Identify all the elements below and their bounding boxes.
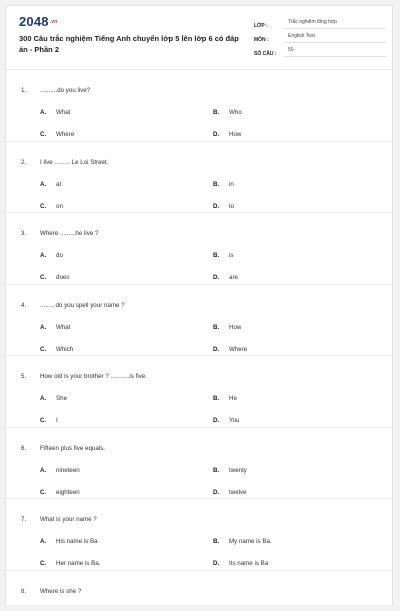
option-c[interactable]: [40, 489, 80, 496]
meta-subject-row: [254, 31, 386, 43]
option-letter: C.: [40, 346, 47, 353]
option-letter: D.: [213, 203, 220, 210]
option-letter: B.: [213, 252, 220, 259]
option-letter: D.: [213, 560, 220, 567]
question-text: Where is she ?: [40, 588, 82, 595]
option-d[interactable]: [213, 346, 247, 353]
option-c[interactable]: [40, 203, 63, 210]
option-letter: B.: [213, 538, 220, 545]
option-a[interactable]: [40, 395, 67, 402]
option-b[interactable]: [213, 538, 272, 545]
option-letter: B.: [213, 395, 220, 402]
option-text: to: [229, 203, 235, 210]
question-text: ........ do you spell your name ?: [40, 302, 125, 309]
meta-count-row: [254, 45, 386, 57]
option-text: He: [229, 395, 237, 402]
question-text: ..........do you live?: [40, 87, 91, 94]
option-letter: D.: [213, 274, 220, 281]
question-stem: [21, 159, 108, 166]
option-text: does: [56, 274, 70, 281]
worksheet-meta: [254, 17, 386, 59]
meta-subject-label: MÔN :: [254, 37, 269, 43]
question-text: I live ......... Le Loi Street.: [40, 159, 109, 166]
question-number: 5.: [21, 373, 27, 380]
option-letter: C.: [40, 489, 47, 496]
question-5: [6, 356, 392, 428]
question-stem: [21, 373, 147, 380]
option-text: Where: [56, 131, 75, 138]
option-text: Which: [56, 346, 74, 353]
option-letter: B.: [213, 324, 220, 331]
option-c[interactable]: [40, 560, 100, 567]
question-8: [6, 571, 392, 611]
question-stem: [21, 445, 105, 452]
option-text: eighteen: [56, 489, 80, 496]
question-number: 3.: [21, 230, 27, 237]
option-text: Its name is Ba: [229, 560, 269, 567]
option-text: Who: [229, 109, 242, 116]
option-text: on: [56, 203, 63, 210]
question-7: [6, 499, 392, 571]
option-text: Where: [229, 346, 248, 353]
question-2: [6, 142, 392, 213]
option-d[interactable]: [213, 274, 238, 281]
question-6: [6, 428, 392, 499]
logo-text: 2048: [19, 14, 49, 29]
option-text: What: [56, 324, 71, 331]
option-letter: C.: [40, 203, 47, 210]
option-c[interactable]: [40, 417, 58, 424]
question-stem: [21, 516, 97, 523]
option-text: How: [229, 324, 242, 331]
option-a[interactable]: [40, 181, 61, 188]
option-text: twelve: [229, 489, 247, 496]
question-stem: [21, 302, 125, 309]
question-1: [6, 70, 392, 142]
question-text: What is your name ?: [40, 516, 97, 523]
option-text: in: [229, 181, 234, 188]
option-text: What: [56, 109, 71, 116]
option-letter: A.: [40, 252, 47, 259]
option-text: at: [56, 181, 62, 188]
option-letter: D.: [213, 346, 220, 353]
question-3: [6, 213, 392, 285]
question-number: 8.: [21, 588, 27, 595]
option-letter: D.: [213, 489, 220, 496]
option-d[interactable]: [213, 417, 239, 424]
question-stem: [21, 87, 90, 94]
meta-class-label: LỚP :: [254, 23, 268, 29]
option-text: How: [229, 131, 242, 138]
option-text: His name is Ba: [56, 538, 98, 545]
option-letter: A.: [40, 109, 47, 116]
option-letter: A.: [40, 395, 47, 402]
meta-subject-value: English Test: [284, 33, 386, 43]
option-a[interactable]: [40, 252, 63, 259]
option-a[interactable]: [40, 467, 80, 474]
question-text: Fifteen plus five equals.: [40, 445, 106, 452]
option-c[interactable]: [40, 346, 73, 353]
question-number: 4.: [21, 302, 27, 309]
logo-suffix: .vn: [49, 19, 58, 25]
option-letter: C.: [40, 417, 47, 424]
option-letter: C.: [40, 274, 47, 281]
option-text: I: [56, 417, 58, 424]
option-text: My name is Ba.: [229, 538, 272, 545]
option-text: She: [56, 395, 68, 402]
option-text: twenty: [229, 467, 247, 474]
site-logo[interactable]: [19, 14, 58, 29]
meta-count-value: 50: [284, 47, 386, 57]
option-b[interactable]: [213, 109, 242, 116]
question-number: 1.: [21, 87, 27, 94]
option-c[interactable]: [40, 131, 74, 138]
option-b[interactable]: [213, 324, 241, 331]
option-letter: C.: [40, 131, 47, 138]
option-b[interactable]: [213, 252, 233, 259]
option-letter: A.: [40, 181, 47, 188]
option-text: nineteen: [56, 467, 80, 474]
question-4: [6, 285, 392, 356]
option-text: is: [229, 252, 234, 259]
option-text: You: [229, 417, 240, 424]
option-letter: A.: [40, 538, 47, 545]
option-d[interactable]: [213, 489, 247, 496]
option-a[interactable]: [40, 324, 70, 331]
option-b[interactable]: [213, 395, 237, 402]
option-letter: A.: [40, 324, 47, 331]
option-text: do: [56, 252, 63, 259]
meta-class-value: Trắc nghiệm tổng hợp: [284, 19, 386, 29]
option-letter: A.: [40, 467, 47, 474]
option-c[interactable]: [40, 274, 69, 281]
question-stem: [21, 588, 81, 595]
option-a[interactable]: [40, 538, 98, 545]
option-d[interactable]: [213, 203, 234, 210]
option-letter: D.: [213, 131, 220, 138]
question-text: Where .........he live ?: [40, 230, 99, 237]
option-letter: D.: [213, 417, 220, 424]
option-text: Her name is Ba.: [56, 560, 101, 567]
option-d[interactable]: [213, 560, 268, 567]
worksheet-header: [6, 6, 392, 70]
option-d[interactable]: [213, 131, 241, 138]
option-b[interactable]: [213, 181, 234, 188]
question-text: How old is your brother ? ...........is five.: [40, 373, 147, 380]
question-list: [6, 70, 392, 611]
meta-class-row: [254, 17, 386, 29]
option-letter: C.: [40, 560, 47, 567]
worksheet-title: 300 Câu trắc nghiệm Tiếng Anh chuyển lớp 5 lên lớp 6 có đáp án - Phần 2: [19, 34, 239, 54]
worksheet: [5, 5, 393, 605]
option-text: are: [229, 274, 238, 281]
question-number: 6.: [21, 445, 27, 452]
option-b[interactable]: [213, 467, 247, 474]
question-stem: [21, 230, 98, 237]
question-number: 7.: [21, 516, 27, 523]
meta-count-label: SỐ CÂU :: [254, 51, 277, 57]
option-letter: B.: [213, 109, 220, 116]
option-a[interactable]: [40, 109, 70, 116]
option-letter: B.: [213, 467, 220, 474]
question-number: 2.: [21, 159, 27, 166]
option-letter: B.: [213, 181, 220, 188]
